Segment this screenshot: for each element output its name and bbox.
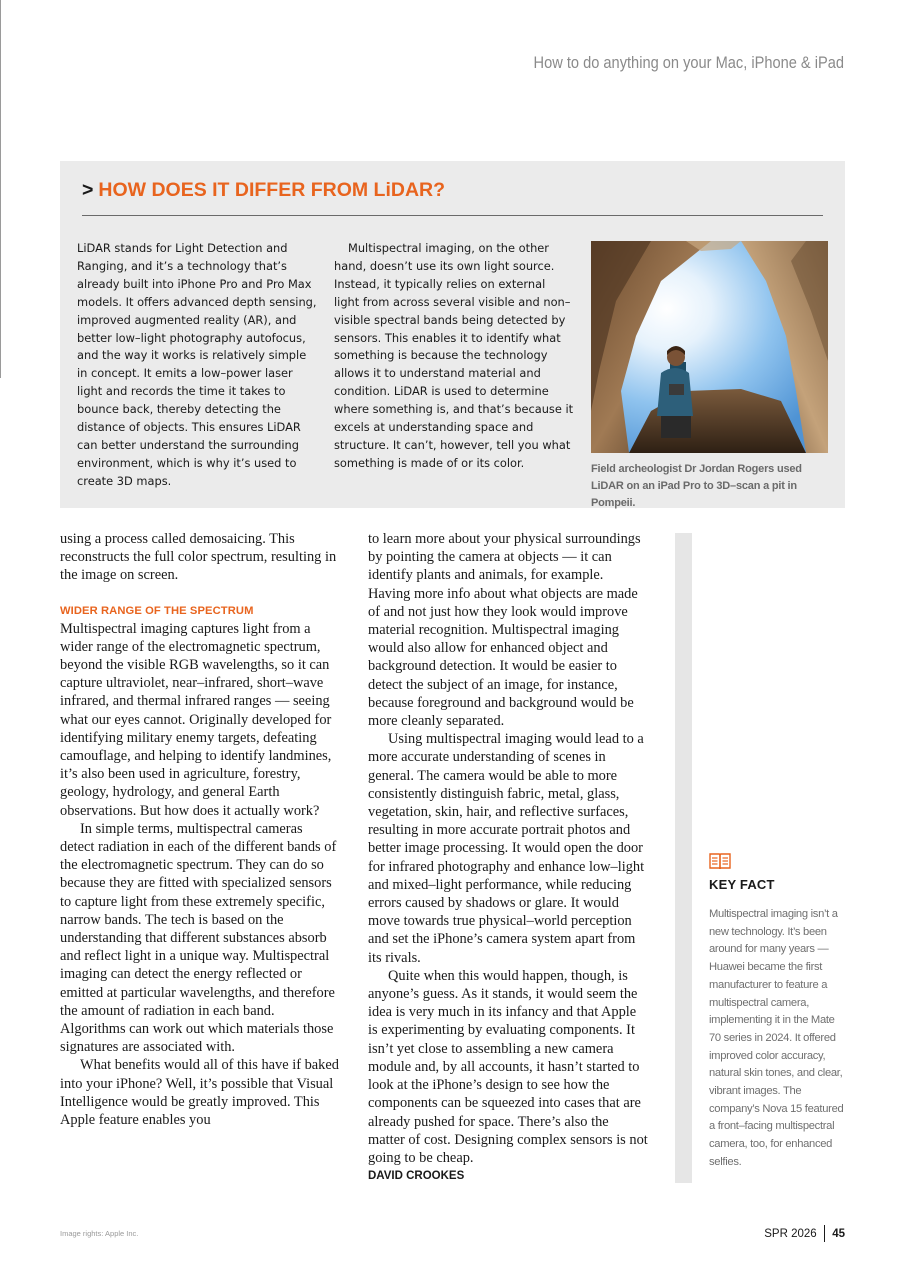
lidar-boxout xyxy=(60,161,845,508)
folio xyxy=(764,1225,845,1242)
article-paragraph: Quite when this would happen, though, is anyone’s guess. As it stands, it would seem the idea is very much in its infancy and that Apple is experimenting by evaluating components. It isn’t yet close to assembling a new camera module and, by all accounts, it hasn’t started to look at the iPhone’s design to see how the components can be squeezed into cases that are already pushed for space. There’s also the matter of cost. Designing complex sensors is not going to be cheap. xyxy=(368,967,648,1166)
page-number: 45 xyxy=(832,1227,845,1240)
boxout-paragraph: Multispectral imaging, on the other hand, doesn’t use its own light source. Instead, it typically relies on external light from across several visible and non–visible spectral bands being detected by sensors. This enables it to identify what something is because the technology allows it to understand material and condition. LiDAR is used to determine where something is, and that’s because it excels at understanding space and structure. It can’t, however, tell you what something is made of or its color. xyxy=(334,241,574,470)
section-subhead: WIDER RANGE OF THE SPECTRUM xyxy=(60,604,254,617)
open-book-icon xyxy=(709,852,731,870)
issue-label: SPR 2026 xyxy=(764,1227,817,1240)
sidebar-accent-bar xyxy=(675,533,692,1183)
key-fact-sidebar xyxy=(709,852,849,1172)
key-fact-title: KEY FACT xyxy=(709,877,775,892)
key-fact-text: Multispectral imaging isn’t a new technology. It’s been around for many years — Huawei became the first manufacturer to feature a multispectral camera, implementing it in the Mate 70 series in 2024. It offered improved color accuracy, natural skin tones, and clear, vibrant images. The company’s Nova 15 featured a front–facing multispectral camera, too, for enhanced selfies. xyxy=(709,908,844,1168)
chevron-right-icon: > xyxy=(82,179,94,201)
boxout-column-1 xyxy=(77,240,317,491)
boxout-title-text: HOW DOES IT DIFFER FROM LiDAR? xyxy=(98,179,446,201)
boxout-divider xyxy=(82,215,823,216)
article-paragraph: using a process called demosaicing. This reconstructs the full color spectrum, resulting in the image on screen. xyxy=(60,531,337,584)
boxout-paragraph: LiDAR stands for Light Detection and Ranging, and it’s a technology that’s already built into iPhone Pro and Pro Max models. It offers advanced depth sensing, improved augmented reality (AR), and better low–light photography autofocus, and the way it works is relatively simple in concept. It emits a low–power laser light and records the time it takes to bounce back, thereby detecting the distance of objects. This ensures LiDAR can better understand the surrounding environment, which is why it’s used to create 3D maps. xyxy=(77,241,317,488)
image-credit: Image rights: Apple Inc. xyxy=(60,1229,139,1238)
article-paragraph: to learn more about your physical surroundings by pointing the camera at objects — it can identify plants and animals, for example. Having more info about what objects are made of and not just how they look would improve material recognition. Multispectral imaging would also allow for enhanced object and background detection. It would be easier to detect the subject of an image, for instance, because foreground and background would be more cleanly separated. xyxy=(368,531,641,730)
folio-divider xyxy=(824,1225,826,1242)
pompeii-pit-photo xyxy=(591,241,828,453)
photo-caption: Field archeologist Dr Jordan Rogers used LiDAR on an iPad Pro to 3D–scan a pit in Pompeii. xyxy=(591,463,802,509)
running-head: How to do anything on your Mac, iPhone & iPad xyxy=(533,53,844,72)
article-paragraph: Multispectral imaging captures light from a wider range of the electromagnetic spectrum, beyond the visible RGB wavelengths, so it can capture ultraviolet, near–infrared, short–wave infrared, and thermal infrared ranges — seeing what our eyes cannot. Originally developed for identifying military enemy targets, defeating camouflage, and helping to identify landmines, it’s also been used in agriculture, forestry, geology, hydrology, and general Earth observations. But how does it actually work? xyxy=(60,620,332,819)
author-byline: DAVID CROOKES xyxy=(368,1170,465,1183)
boxout-column-2 xyxy=(334,240,574,473)
article-paragraph: Using multispectral imaging would lead to a more accurate understanding of scenes in general. The camera would be able to more consistently distinguish fabric, metal, glass, vegetation, skin, hair, and reflective surfaces, resulting in more accurate portrait photos and better image processing. It would open the door for infrared photography and enhance low–light and mixed–light performance, while reducing errors caused by shadows or glare. It would move towards true physical–world perception and set the iPhone’s camera system apart from its rivals. xyxy=(368,731,645,966)
article-paragraph: In simple terms, multispectral cameras detect radiation in each of the different bands of the electromagnetic spectrum. They can do so because they are fitted with specialized sensors to capture light from these extremely specific, narrow bands. The tech is based on the understanding that different substances absorb and reflect light in a unique way. Multispectral imaging can detect the energy reflected or emitted at particular wavelengths, and therefore the amount of radiation in each band. Algorithms can work out which materials those signatures are associated with. xyxy=(60,820,337,1056)
boxout-title xyxy=(82,179,445,202)
article-column-middle xyxy=(368,530,648,1185)
margin-rule xyxy=(0,0,1,378)
article-column-left xyxy=(60,530,340,1129)
article-paragraph: What benefits would all of this have if baked into your iPhone? Well, it’s possible that Visual Intelligence would be greatly improved. This Apple feature enables you xyxy=(60,1057,339,1129)
